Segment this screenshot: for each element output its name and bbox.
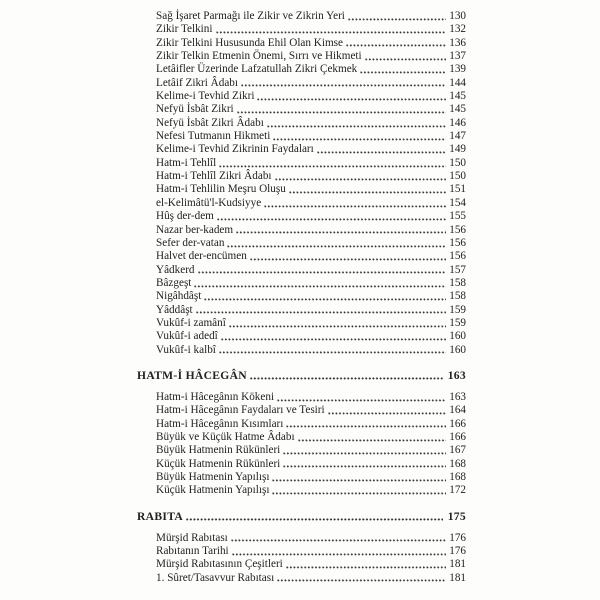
- dot-leader: [283, 465, 446, 468]
- toc-entry-page: 157: [449, 263, 466, 276]
- toc-entry-page: 181: [449, 558, 466, 571]
- toc-entry-page: 176: [449, 545, 466, 558]
- dot-leader: [216, 31, 447, 34]
- toc-entry-title: Hatm-i Hâcegânın Kökeni: [156, 390, 275, 403]
- toc-entry-title: Kelime-i Tevhid Zikri: [156, 90, 255, 103]
- toc-entry-title: Vukûf-i kalbî: [156, 343, 216, 356]
- toc-entry-title: Mürşid Rabıtasının Çeşitleri: [156, 558, 283, 571]
- toc-entry: [137, 183, 466, 196]
- toc-entry-page: 146: [449, 116, 466, 129]
- toc-entry-page: 156: [449, 250, 466, 263]
- dot-leader: [204, 298, 446, 301]
- toc-entry-page: 150: [449, 170, 466, 183]
- toc-entry: [137, 237, 466, 250]
- toc-entry: [137, 532, 466, 545]
- toc-entry-title: Büyük Hatmenin Yapılışı: [156, 471, 270, 483]
- dot-leader: [277, 399, 446, 402]
- toc-entry-title: Hatm-i Tehlîl Zikri Âdabı: [156, 170, 272, 183]
- toc-entry: [137, 143, 466, 156]
- toc-section-heading-page: 175: [447, 509, 466, 523]
- toc-entry: [137, 197, 466, 210]
- dot-leader: [275, 178, 447, 181]
- dot-leader: [264, 205, 446, 208]
- toc-entry-page: 167: [449, 444, 466, 457]
- dot-leader: [227, 245, 446, 248]
- dot-leader: [219, 165, 446, 168]
- toc-entry: [137, 90, 466, 103]
- toc-entry-title: Mürşid Rabıtası: [156, 531, 228, 544]
- toc-entry: [137, 418, 466, 431]
- toc-section-entries: [137, 532, 466, 585]
- toc-entry-page: 154: [449, 196, 466, 209]
- dot-leader: [328, 412, 447, 415]
- dot-leader: [198, 271, 447, 274]
- toc-entry-title: Yâdkerd: [156, 263, 195, 276]
- toc-entry-title: Sefer der-vatan: [156, 236, 225, 249]
- toc-section-heading: [137, 510, 466, 524]
- toc-entry-title: Bâzgeşt: [156, 276, 192, 289]
- toc-entry-title: Yâddâşt: [156, 303, 193, 316]
- toc-entry-page: 158: [449, 276, 466, 289]
- toc-entry-page: 130: [449, 10, 466, 22]
- toc-entry-title: Sağ İşaret Parmağı ile Zikir ve Zikrin Yeri: [156, 10, 345, 22]
- dot-leader: [186, 518, 443, 521]
- dot-leader: [196, 311, 447, 314]
- toc-entry: [137, 224, 466, 237]
- dot-leader: [272, 492, 446, 495]
- toc-entry: [137, 50, 466, 63]
- dot-leader: [250, 258, 446, 261]
- toc-section-heading-page: 163: [447, 368, 466, 382]
- dot-leader: [241, 84, 446, 87]
- toc-entry-title: Hatm-i Hâcegânın Kısımları: [156, 417, 284, 430]
- toc-section-entries: [137, 391, 466, 498]
- dot-leader: [298, 439, 447, 442]
- toc-entry: [137, 404, 466, 417]
- toc-entry-page: 145: [449, 103, 466, 116]
- dot-leader: [232, 553, 447, 556]
- dot-leader: [237, 111, 447, 114]
- dot-leader: [267, 125, 446, 128]
- toc-section: [137, 10, 466, 357]
- dot-leader: [273, 138, 446, 141]
- toc-entry-title: Küçük Hatmenin Rükünleri: [156, 457, 281, 470]
- toc-entry-page: 166: [449, 430, 466, 443]
- dot-leader: [317, 151, 446, 154]
- toc-entry-page: 168: [449, 457, 466, 470]
- toc-entry: [137, 344, 466, 357]
- toc-entry: [137, 572, 466, 585]
- toc-entry: [137, 170, 466, 183]
- toc-entry-page: 172: [449, 484, 466, 497]
- toc-entry-title: Hatm-i Hâcegânın Faydaları ve Tesiri: [156, 404, 325, 417]
- dot-leader: [217, 218, 446, 221]
- toc-section-heading-title: HATM-İ HÂCEGÂN: [137, 368, 247, 382]
- toc-entry-page: 176: [449, 531, 466, 544]
- toc-entry: [137, 545, 466, 558]
- toc-entry: [137, 304, 466, 317]
- toc-entry-page: 160: [449, 343, 466, 356]
- toc-section-heading-title: RABITA: [137, 509, 184, 523]
- toc-entry-page: 164: [449, 404, 466, 417]
- toc-section: [137, 369, 466, 498]
- toc-entry: [137, 484, 466, 497]
- toc-entry-page: 159: [449, 316, 466, 329]
- toc-entry-title: 1. Sûret/Tasavvur Rabıtası: [156, 571, 275, 584]
- toc-entry-title: Zikir Telkini: [156, 23, 213, 36]
- toc-entry-page: 149: [449, 143, 466, 156]
- toc-entry-page: 132: [449, 23, 466, 36]
- toc-list: [137, 10, 466, 585]
- toc-entry-title: el-Kelimâtü'l-Kudsiyye: [156, 196, 262, 209]
- toc-section-entries: [137, 10, 466, 357]
- toc-entry-title: Vukûf-i zamânî: [156, 316, 226, 329]
- toc-entry: [137, 210, 466, 223]
- toc-section-heading: [137, 369, 466, 383]
- toc-entry: [137, 23, 466, 36]
- toc-entry-page: 158: [449, 290, 466, 303]
- dot-leader: [283, 452, 446, 455]
- toc-entry-title: Rabıtanın Tarihi: [156, 545, 229, 558]
- toc-entry-page: 139: [449, 63, 466, 76]
- toc-entry: [137, 77, 466, 90]
- toc-entry-page: 151: [449, 183, 466, 196]
- dot-leader: [194, 285, 446, 288]
- toc-entry-page: 144: [449, 76, 466, 89]
- toc-entry: [137, 444, 466, 457]
- toc-entry-title: Hatm-i Tehlilin Meşru Oluşu: [156, 183, 286, 196]
- dot-leader: [219, 351, 446, 354]
- toc-entry: [137, 558, 466, 571]
- toc-entry: [137, 330, 466, 343]
- toc-entry-page: 159: [449, 303, 466, 316]
- toc-entry: [137, 130, 466, 143]
- toc-entry: [137, 290, 466, 303]
- dot-leader: [221, 338, 446, 341]
- toc-entry: [137, 63, 466, 76]
- toc-entry-page: 181: [449, 571, 466, 584]
- dot-leader: [346, 44, 446, 47]
- toc-entry-page: 150: [449, 156, 466, 169]
- toc-entry: [137, 37, 466, 50]
- toc-entry-title: Nefyü İsbât Zikri: [156, 103, 234, 116]
- toc-entry-page: 163: [449, 390, 466, 403]
- toc-entry-title: Letâifler Üzerinde Lafzatullah Zikri Çekmek: [156, 63, 358, 76]
- dot-leader: [231, 539, 446, 542]
- toc-entry: [137, 250, 466, 263]
- toc-entry-title: Kelime-i Tevhid Zikrinin Faydaları: [156, 143, 314, 156]
- toc-entry-page: 156: [449, 236, 466, 249]
- dot-leader: [257, 98, 446, 101]
- toc-entry-title: Büyük ve Küçük Hatme Âdabı: [156, 430, 295, 443]
- dot-leader: [286, 425, 446, 428]
- toc-entry: [137, 117, 466, 130]
- toc-entry-title: Nazar ber-kadem: [156, 223, 234, 236]
- toc-entry-title: Vukûf-i adedî: [156, 330, 218, 343]
- toc-entry: [137, 157, 466, 170]
- dot-leader: [272, 479, 446, 482]
- toc-entry-title: Halvet der-encümen: [156, 250, 247, 263]
- toc-entry: [137, 471, 466, 484]
- dot-leader: [365, 58, 447, 61]
- toc-entry-page: 136: [449, 36, 466, 49]
- toc-entry-page: 155: [449, 210, 466, 223]
- toc-entry-title: Zikir Telkin Etmenin Önemi, Sırrı ve Hikmeti: [156, 50, 362, 63]
- dot-leader: [277, 579, 446, 582]
- toc-entry-title: Nefesi Tutmanın Hikmeti: [156, 130, 271, 143]
- toc-section: [137, 510, 466, 585]
- toc-entry-page: 147: [449, 130, 466, 143]
- toc-entry-title: Hatm-i Tehlîl: [156, 156, 217, 169]
- toc-entry-page: 137: [449, 50, 466, 63]
- dot-leader: [286, 566, 446, 569]
- toc-entry: [137, 458, 466, 471]
- toc-entry-title: Küçük Hatmenin Yapılışı: [156, 484, 270, 497]
- toc-entry: [137, 277, 466, 290]
- toc-entry-page: 160: [449, 330, 466, 343]
- toc-entry-title: Hûş der-dem: [156, 210, 214, 223]
- toc-entry-title: Nigâhdâşt: [156, 290, 202, 303]
- toc-entry: [137, 10, 466, 23]
- dot-leader: [348, 18, 446, 21]
- toc-entry-title: Nefyü İsbât Zikri Âdabı: [156, 116, 264, 129]
- toc-entry-title: Letâif Zikri Âdabı: [156, 76, 239, 89]
- toc-entry-page: 166: [449, 417, 466, 430]
- toc-entry-page: 145: [449, 90, 466, 103]
- toc-entry: [137, 317, 466, 330]
- toc-entry: [137, 391, 466, 404]
- toc-entry-title: Büyük Hatmenin Rükünleri: [156, 444, 281, 457]
- toc-entry: [137, 431, 466, 444]
- toc-entry-page: 168: [449, 471, 466, 483]
- dot-leader: [250, 377, 443, 380]
- dot-leader: [229, 325, 446, 328]
- toc-entry-title: Zikir Telkini Hususunda Ehil Olan Kimse: [156, 36, 344, 49]
- dot-leader: [289, 191, 446, 194]
- toc-entry: [137, 103, 466, 116]
- dot-leader: [236, 231, 446, 234]
- dot-leader: [360, 71, 446, 74]
- toc-entry: [137, 264, 466, 277]
- toc-entry-page: 156: [449, 223, 466, 236]
